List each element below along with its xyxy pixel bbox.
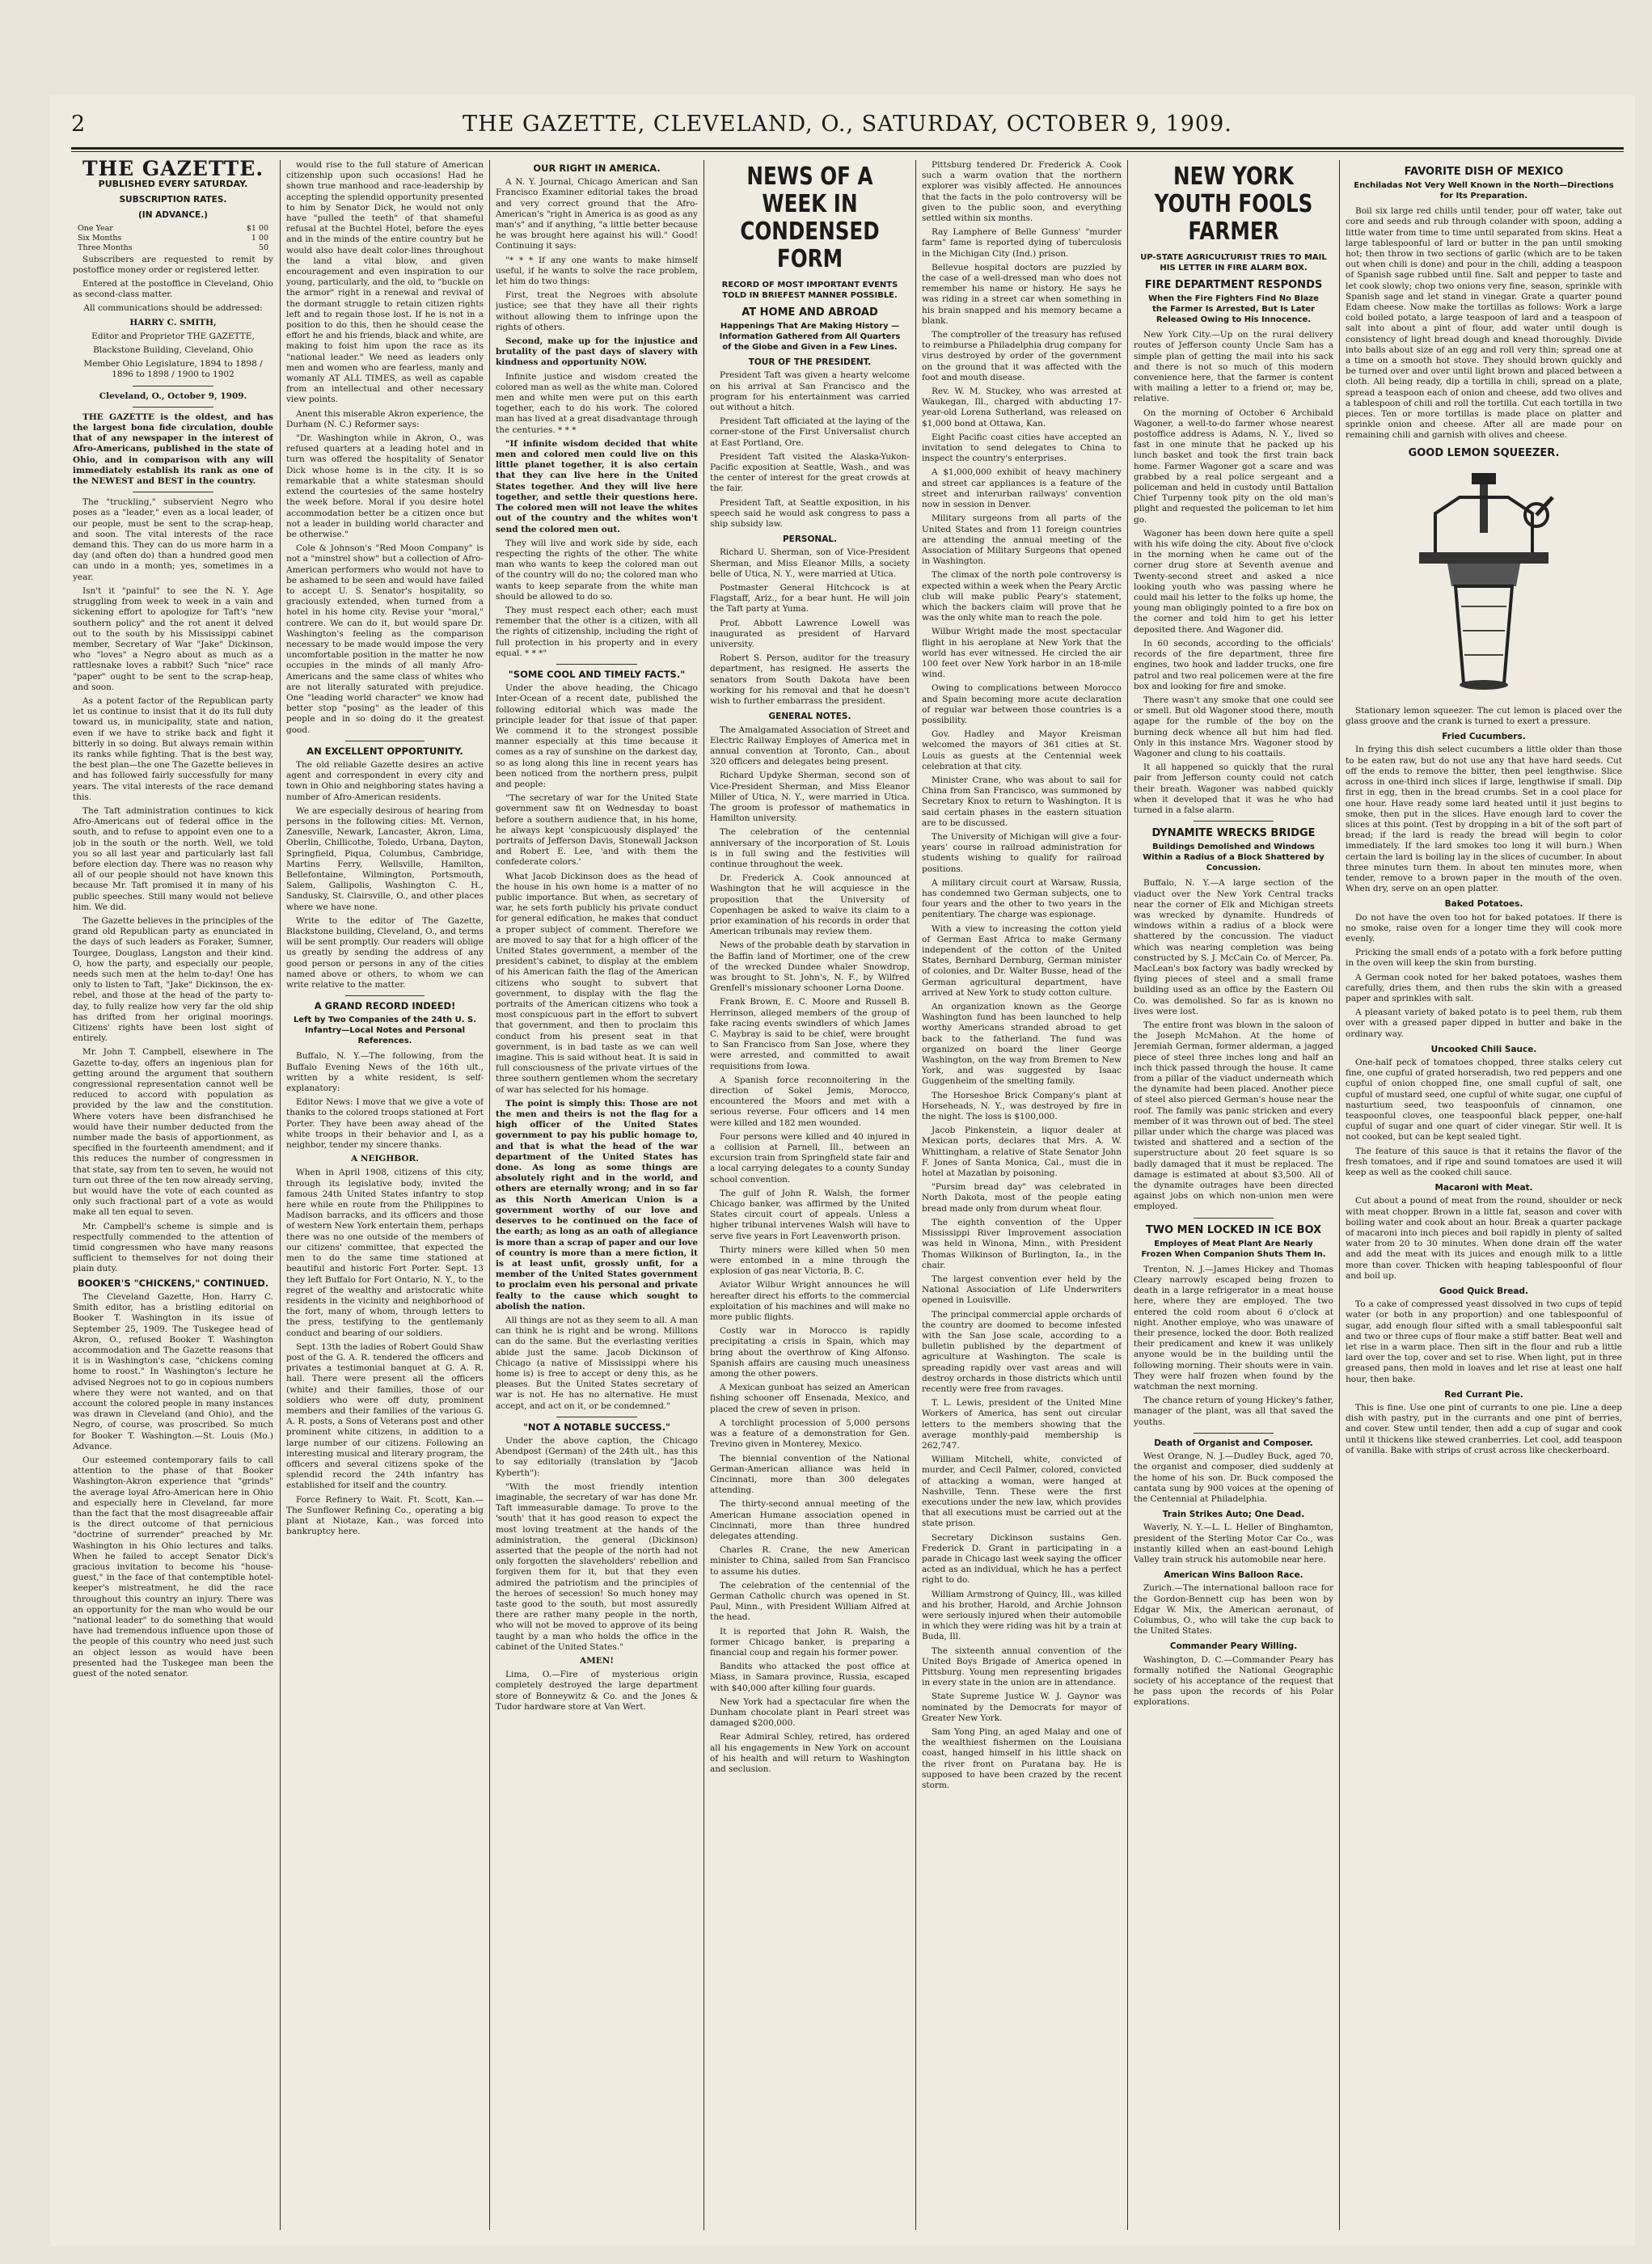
divider	[556, 664, 637, 665]
signature: A NEIGHBOR.	[351, 1154, 419, 1164]
news-item: William Armstrong of Quincy, Ill., was killed and his brother, Harold, and Archie Johnson were seriously injured when their automobile in which they were riding was hit by a train at Buda, Ill.	[922, 1589, 1122, 1642]
dateline: Cleveland, O., October 9, 1909.	[99, 391, 247, 401]
news-item: The celebration of the centennial of the German Catholic church was opened in St. Paul, Minn., with President William Alfred at the head.	[710, 1580, 910, 1623]
editorial-paragraph: Mr. Campbell's scheme is simple and is respectfully commended to the attention of timid congressmen who have many reasons sufficient to themselves for not doing their plain duty.	[73, 1221, 273, 1274]
article-paragraph: "* * * If any one wants to make himself useful, if he wants to solve the race problem, let him do two things:	[496, 255, 698, 287]
editorial-paragraph: Mr. John T. Campbell, elsewhere in The Gazette to-day, offers an ingenious plan for getting around the argument that southern congressional representation cannot well be reduced to accord with population as provided by the law and the constitution. Where voters have been disfranchised he would have their number deducted from the number made the basis of apportionment, as specified in the fourteenth amendment; and if this reduces the number of congressmen in that state, say from ten to seven, he would not turn out three of the ten now already serving, but would have the vote of each counted as only such fractional part of a vote as would make all ten equal to seven.	[73, 1047, 273, 1218]
news-item: William Mitchell, white, convicted of murder, and Cecil Palmer, colored, convicted of attacking a woman, were hanged at Nashville, Tenn. These were the first executions under the new law, which provides that all executions must be carried out at the state prison.	[922, 1455, 1122, 1529]
news-item: Rear Admiral Schley, retired, has ordered all his engagements in New York on account of his health and will return to Washington and seclusion.	[710, 1732, 910, 1774]
news-item: Thirty miners were killed when 50 men were entombed in a mine through the explosion of gas near Victoria, B. C.	[710, 1244, 910, 1277]
building-address: Blackstone Building, Cleveland, Ohio	[93, 345, 253, 356]
brief-paragraph: West Orange, N. J.—Dudley Buck, aged 70, the organist and composer, died suddenly at the home of his son. Dr. Buck composed the cantata sung by 900 voices at the opening of the Centennial at Philadelphia.	[1134, 1451, 1333, 1504]
news-item: Eight Pacific coast cities have accepted an invitation to send delegates to China to inspect the country's enterprises.	[922, 432, 1122, 464]
column-rule	[915, 160, 916, 2230]
news-item: Costly war in Morocco is rapidly precipitating a crisis in Spain, which may bring about the overthrow of King Alfonso. Spanish affairs are causing much uneasiness among the other powers.	[710, 1326, 910, 1379]
news-item: Postmaster General Hitchcock is at Flagstaff, Ariz., for a bear hunt. He will join the Taft party at Yuma.	[710, 583, 910, 615]
news-item: Bellevue hospital doctors are puzzled by the case of a well-dressed man who does not remember his name or history. He says he was riding in a street car when something in his brain snapped and his memory became a blank.	[922, 262, 1122, 326]
article-paragraph: Second, make up for the injustice and brutality of the past days of slavery with kindness and opportunity NOW.	[496, 336, 698, 368]
recipe-heading: Uncooked Chili Sauce.	[1430, 1044, 1537, 1054]
article-paragraph: What Jacob Dickinson does as the head of the house in his own home is a matter of no public importance. But when, as secretary of war, he sets forth publicly his private conduct for general edification, he makes that conduct a proper subject of comment. Therefore we are moved to say that for a high officer of the United States government, a member of the president's cabinet, to display at the emblem of his American faith the flag of the American citizens who sought to subvert that government, to display with the flag the portraits of the American citizens who took a most conspicuous part in the effort to subvert that government, and then to proclaim this conduct from his present seat in that government, is in bad taste as we can well imagine. This is said without heat. It is said in full consciousness of the private virtues of the three southern gentlemen whom the secretary of war has selected for his homage.	[496, 871, 698, 1095]
recipe-paragraph: To a cake of compressed yeast dissolved in two cups of tepid water (or both in any proportion) and one tablespoonful of sugar, add enough flour sifted with a small tablespoonful salt and two or three cups of flour make a stiff batter. Beat well and let rise in a warm place. Then sift in the flour and rub a little lard over the top, cover and set to rise. When light, put in three greased pans, then mold in loaves and let rise at least one half hour, then bake.	[1346, 1299, 1622, 1384]
article-paragraph: "With the most friendly intention imaginable, the secretary of war has done Mr. Taft immeasurable damage. To prove to the 'south' that it has good reason to expect the most loving treatment at the hands of the administration, the general (Dickinson) asserted that the people of the north had not only forgotten the slaveholders' rebellion and forgiven them for it, but that they even admired the patriotism and the principles of the heroes of secession! So much honey may taste good to the south, but most assuredly there are rather many people in the north, who will not be moved to approve of its being taught by a man who holds the office in the cabinet of the United States."	[496, 1481, 698, 1652]
brief-heading: Death of Organist and Composer.	[1154, 1438, 1313, 1448]
recipe-heading: Red Currant Pie.	[1444, 1389, 1523, 1400]
news-item: Richard U. Sherman, son of Vice-President Sherman, and Miss Eleanor Mills, a society belle of Utica, N. Y., were married at Utica.	[710, 547, 910, 579]
article-paragraph: The point is simply this: Those are not the men and theirs is not the flag for a high officer of the United States government to pay his public homage to, and that is what the head of the war department of the United States has done. As long as some things are absolutely right and in the world, and others are eternally wrong; and in so far as this North American Union is a government worthy of our love and deserves to be continued on the face of the earth; as long as an oath of allegiance is more than a scrap of paper and our love of country is more than a mere fiction, it is at least unfit, grossly unfit, for a member of the United States government to proclaim even his personal and private fealty to the cause which sought to abolish the nation.	[496, 1098, 698, 1312]
news-item: Secretary Dickinson sustains Gen. Frederick D. Grant in participating in a parade in Chicago last week saying the officer acted as an individual, which he has a perfect right to do.	[922, 1532, 1122, 1586]
column-rule	[280, 160, 281, 2230]
column-4	[710, 160, 910, 2230]
news-item: State Supreme Justice W. J. Gaynor was nominated by the Democrats for mayor of Greater New York.	[922, 1692, 1122, 1723]
article-paragraph: Under the above heading, the Chicago Inter-Ocean of a recent date, published the following editorial which was made the principle leader for that issue of that paper. We commend it to the strongest possible manner especially at this time because it comes as a ray of sunshine on the darkest day, so as long along this line in recent years has been noticed from the northern press, pulpit and people:	[496, 683, 698, 789]
news-item: President Taft visited the Alaska-Yukon-Pacific exposition at Seattle, Wash., and was the center of interest for the great crowds at the fair.	[710, 451, 910, 494]
address-heading: All communications should be addressed:	[83, 303, 263, 314]
news-item: "Pursim bread day" was celebrated in North Dakota, most of the people eating bread made only from durum wheat flour.	[922, 1182, 1122, 1214]
article-paragraph: Anent this miserable Akron experience, the Durham (N. C.) Reformer says:	[286, 408, 484, 429]
news-item: Dr. Frederick A. Cook announced at Washington that he will acquiesce in the proposition that the University of Copenhagen be asked to waive its claim to a prior examination of his records in order that American tribunals may review them.	[710, 873, 910, 937]
news-item: The climax of the north pole controversy is expected within a week when the Peary Arctic club will make public Peary's statement, which the backers claim will prove that he was the only white man to reach the pole.	[922, 570, 1122, 623]
story-paragraph: There wasn't any smoke that one could see or smell. But old Wagoner stood there, mouth agape for the rumble of the boy on the burning deck whence all but him had fled. Only in this instance Mrs. Wagoner stood by Wagoner and clung to his coattails.	[1134, 695, 1333, 758]
recipe-heading: Macaroni with Meat.	[1434, 1183, 1533, 1193]
news-item: The biennial convention of the National German-American alliance was held in Cincinnati, more than 300 delegates attending.	[710, 1453, 910, 1496]
editorial-paragraph: The Taft administration continues to kick Afro-Americans out of federal office in the south, and to refuse to appoint even one to a job in the south or the north. Well, we told you so all last year and particularly last fall before election day. There was no reason why all of our people should not have known this because Mr. Taft promised it in many of his public speeches. Still many would not believe him. We did.	[73, 805, 273, 912]
rates-heading: SUBSCRIPTION RATES.	[119, 195, 227, 205]
article-heading: OUR RIGHT IN AMERICA.	[533, 163, 661, 174]
article-paragraph: Infinite justice and wisdom created the colored man as well as the white man. Colored men and white men were put on this earth together, each to do his work. The colored man has lived at a great disadvantage through the centuries. * * *	[496, 371, 698, 435]
top-rule	[71, 147, 1624, 150]
column-1	[73, 160, 273, 2230]
news-item: The largest convention ever held by the National Association of Life Underwriters opened in Louisville.	[922, 1274, 1122, 1306]
news-item: Minister Crane, who was about to sail for China from San Francisco, was summoned by Secretary Knox to return to Washington. It is said certain phases in the eastern situation are to be discussed.	[922, 775, 1122, 828]
article-paragraph: All things are not as they seem to all. A man can think he is right and be wrong. Millions can do the same. But the everlasting verities abide just the same. Jacob Dickinson of Chicago (a native of Mississippi where his home is) is free to accept or deny this, as he pleases. But the United States secretary of war is not. He has no alternative. He must accept, and act on it, or be condemned."	[496, 1315, 698, 1411]
news-item: Ray Lamphere of Belle Gunness' "murder farm" fame is reported dying of tuberculosis in the Michigan City (Ind.) prison.	[922, 227, 1122, 259]
news-item: The thirty-second annual meeting of the American Humane association opened in Cincinnati, more than three hundred delegates attending.	[710, 1499, 910, 1541]
news-item: President Taft, at Seattle exposition, in his speech said he would ask congress to pass a ship subsidy law.	[710, 497, 910, 530]
subsection-heading: PERSONAL.	[782, 534, 838, 545]
editorial-paragraph: The "truckling," subservient Negro who poses as a "leader," even as a local leader, of our people, must be sent to the scrap-heap, and soon. The vital interests of the race demand this. They can do us more harm in a day (and often do) than a hundred good men can undo in a month; yes, sometimes in a year.	[73, 497, 273, 582]
news-item: President Taft officiated at the laying of the corner-stone of the First Universalist church at East Portland, Ore.	[710, 416, 910, 448]
news-item: Charles R. Crane, the new American minister to China, sailed from San Francisco to assume his duties.	[710, 1545, 910, 1577]
column-rule	[1339, 160, 1340, 2230]
article-heading: "NOT A NOTABLE SUCCESS."	[522, 1421, 671, 1433]
subsection-heading: GENERAL NOTES.	[768, 712, 851, 722]
news-item: The gulf of John R. Walsh, the former Chicago banker, was affirmed by the United States circuit court of appeals. Unless a higher tribunal intervenes Walsh will have to serve five years in Fort Leavenworth prison.	[710, 1188, 910, 1241]
news-item: The principal commercial apple orchards of the country are doomed to become infested with the San Jose scale, according to a bulletin published by the department of agriculture at Washington. The scale is spreading rapidly over vast areas and will destroy orchards in those districts which until recently were free from ravages.	[922, 1309, 1122, 1394]
article-paragraph: "If infinite wisdom decided that white men and colored men could live on this little planet together, it is also certain that they can live here in the United States together. And they will live here together, and settle their questions here. The colored men will not leave the whites out of the country and the whites won't send the colored men out.	[496, 438, 698, 534]
article-paragraph: Write to the editor of The Gazette, Blackstone building, Cleveland, O., and terms will be sent promptly. Our readers will oblige us greatly by sending the address of any good person or persons in any of the cities named above or others, to whom we can write relative to the matter.	[286, 915, 484, 990]
story-paragraph: It all happened so quickly that the rural pair from Jefferson county could not catch their breath. Wagoner was nabbed quickly when it developed that it was he who had turned in a false alarm.	[1134, 762, 1333, 815]
recipe-paragraph: In frying this dish select cucumbers a little older than those to be eaten raw, but do not use any that have hard seeds. Cut off the ends to remove the bitter, then peel lengthwise. Slice across in one-third inch slices if large, lengthwise if small. Dip first in egg, then in the bread crumbs. Set in a cool place for one hour. Have ready some lard heated until it just begins to smoke, then put in the slices. Have enough lard to cover the slices at this point. (Test by dropping in a bit of the soft part of bread; if the lard is ready the bread will begin to color immediately. If the lard smokes too long it will burn.) When certain the lard is boiling lay in the slices of cucumber. In about three minutes turn them. In about ten minutes more, when tender, remove to a brown paper in the mouth of the oven. When dry, serve on an open platter.	[1346, 745, 1622, 894]
editor-title: Editor and Proprietor THE GAZETTE,	[91, 331, 255, 341]
story-headline: DYNAMITE WRECKS BRIDGE	[1151, 827, 1316, 840]
intro-paragraph: THE GAZETTE is the oldest, and has the largest bona fide circulation, double that of any newspaper in the interest of Afro-Americans, published in the state of Ohio, and in comparison with any will immediately establish its rank as one of the NEWEST and BEST in the country.	[73, 412, 273, 487]
article-paragraph: "The secretary of war for the United State government saw fit on Wednesday to boast before a southern audience that, in his home, he always kept 'conspicuously displayed' the portraits of Jefferson Davis, Stonewall Jackson and Robert E. Lee, 'and with them the confederate colors.'	[496, 793, 698, 868]
recipe-paragraph: The feature of this sauce is that it retains the flavor of the fresh tomatoes, and if ripe and sound tomatoes are used it will keep as well as the cooked chili sauce.	[1346, 1146, 1622, 1177]
divider	[1194, 1218, 1274, 1219]
brief-heading: American Wins Balloon Race.	[1164, 1570, 1303, 1581]
article-heading: AN EXCELLENT OPPORTUNITY.	[306, 745, 463, 757]
editorial-paragraph: Isn't it "painful" to see the N. Y. Age struggling from week to week in a vain and sickening effort to apologize for Taft's "new southern policy" and the rot anent it delved out to the south by his Mississippi cabinet member, Secretary of War "Jake" Dickinson, who "loves" a Negro about as much as a rattlesnake loves a rabbit? Such "nice" race "paper" ought to be sent to the scrap-heap, and soon.	[73, 585, 273, 692]
news-item: Aviator Wilbur Wright announces he will hereafter direct his efforts to the commercial exploitation of his machines and will make no more public flights.	[710, 1280, 910, 1323]
column-6	[1134, 160, 1333, 2230]
lemon-squeezer-illustration	[1403, 465, 1565, 699]
published-line: PUBLISHED EVERY SATURDAY.	[98, 179, 248, 190]
news-item: A torchlight procession of 5,000 persons was a feature of a demonstration for Gen. Trevino given in Monterey, Mexico.	[710, 1417, 910, 1450]
rates-table	[78, 224, 268, 253]
story-subheading: FIRE DEPARTMENT RESPONDS	[1144, 279, 1323, 291]
divider	[1194, 821, 1274, 822]
rate-row: Six Months 1 00	[78, 233, 268, 243]
news-item: The University of Michigan will give a four-years' course in railroad administration for students wishing to qualify for railroad positions.	[922, 831, 1122, 874]
news-item: Jacob Pinkenstein, a liquor dealer at Mexican ports, declares that Mrs. A. W. Whittingham, a relative of State Senator John F. Jones of Santa Monica, Cal., must die in hotel at Mazatlan by poisoning.	[922, 1126, 1122, 1179]
brief-paragraph: Washington, D. C.—Commander Peary has formally notified the National Geographic society of his acceptance of the request that he pass upon the records of his Polar explorations.	[1134, 1654, 1333, 1708]
news-item: Owing to complications between Morocco and Spain becoming more acute declaration of regular war between those countries is a possibility.	[922, 683, 1122, 725]
illustration-heading: GOOD LEMON SQUEEZER.	[1408, 446, 1560, 459]
article-paragraph: Cole & Johnson's "Red Moon Company" is not a "minstrel show" but a collection of Afro-American performers who would not have to be ashamed to be seen and would have failed to accept U. S. Senator's hospitality, so graciously extended, when turned from a hotel in his home city. Revise your "moral," contrere. We can do it, but would spare Dr. Washington's feeling as the comparison necessary to be made would impose the very uncomfortable position in the matter he now occupies in the minds of all manly Afro-Americans and the same class of whites who are not literally saturated with prejudice. One "leading world character" we know had better stop "posing" as the leader of this people and in so doing do it the greatest good.	[286, 543, 484, 735]
recipe-paragraph: A pleasant variety of baked potato is to peel them, rub them over with a greased paper dipped in butter and bake in the ordinary way.	[1346, 1007, 1622, 1039]
news-item: Frank Brown, E. C. Moore and Russell B. Herrinson, alleged members of the group of fake racing events swindlers of which James C. Maybray is said to be chief, were brought to San Francisco from San Jose, where they were arrested, and committed to await requisitions from Iowa.	[710, 997, 910, 1071]
column-5	[922, 160, 1122, 2230]
column-2	[286, 160, 484, 2230]
recipe-paragraph: Do not have the oven too hot for baked potatoes. If there is no smoke, raise oven for a longer time they will cook more evenly.	[1346, 912, 1622, 944]
news-item: It is reported that John R. Walsh, the former Chicago banker, is preparing a financial coup and regain his former power.	[710, 1626, 910, 1658]
news-item: Richard Updyke Sherman, second son of Vice-President Sherman, and Miss Eleanor Miller of Utica, N. Y., were married in Utica. The groom is professor of mathematics in Hamilton university.	[710, 771, 910, 824]
story-paragraph: Trenton, N. J.—James Hickey and Thomas Cleary narrowly escaped being frozen to death in a large refrigerator in a meat house here, where they are employed. The two entered the cold room about 6 o'clock at night. Another employe, who was unaware of their presence, locked the door. Both realized their predicament and knew it was unlikely anyone would be in the building until the following morning. Their shouts were in vain. They were half frozen when found by the watchman the next morning.	[1134, 1264, 1333, 1392]
article-paragraph: Buffalo, N. Y.—The following, from the Buffalo Evening News of the 16th ult., written by a white resident, is self-explanatory:	[286, 1051, 484, 1094]
news-item: The eighth convention of the Upper Mississippi River Improvement association was held in Winona, Minn., with President Thomas Wilkinson of Burlington, Ia., in the chair.	[922, 1217, 1122, 1270]
column-3	[496, 160, 698, 2230]
story-paragraph: On the morning of October 6 Archibald Wagoner, a well-to-do farmer whose nearest postoffice address is Adams, N. Y., lived so fast in one minute that he packed up his lunch basket and took the first train back home. Farmer Wagoner got a scare and was grabbed by a real police sergeant and a policeman and held in custody until Battalion Chief Turpenny took pity on the old man's plight and requested the policeman to let him go.	[1134, 408, 1333, 525]
brief-paragraph: Waverly, N. Y.—L. L. Heller of Binghamton, president of the Sterling Motor Car Co., was instantly killed when an east-bound Lehigh Valley train struck his automobile near here.	[1134, 1523, 1333, 1565]
recipe-heading: Fried Cucumbers.	[1442, 732, 1526, 742]
rate-row: One Year $1 00	[78, 223, 268, 233]
top-rule-thin	[71, 151, 1624, 152]
article-paragraph: Sept. 13th the ladies of Robert Gould Shaw post of the G. A. R. tendered the officers and privates a testimonial banquet at G. A. R. hall. There were present all the officers (white) and their families, those of our soldiers who were off duty, prominent members and their families of the various G. A. R. posts, a Sons of Veterans post and other prominent white citizens, in addition to a large number of our citizens. Following an interesting musical and literary program, the officers and several citizens spoke of the splendid record the 24th infantry has established for itself and the country.	[286, 1341, 484, 1491]
news-item: A Spanish force reconnoitering in the direction of Sokel Jemis, Morocco, encountered the Moors and met with a serious reverse. Four officers and 14 men were killed and 182 men wounded.	[710, 1075, 910, 1128]
recipe-heading: Baked Potatoes.	[1444, 899, 1523, 910]
news-item: The celebration of the centennial anniversary of the incorporation of St. Louis is in full swing and the festivities will continue throughout the week.	[710, 827, 910, 869]
folio-line	[71, 112, 1624, 144]
news-item: With a view to increasing the cotton yield of German East Africa to make Germany independent of the cotton of the United States, Bernhard Dernburg, German minister of colonies, and Dr. Walter Busse, head of the German agricultural department, have arrived at New York to study cotton culture.	[922, 923, 1122, 998]
divider	[1194, 1433, 1274, 1434]
recipe-paragraph: Cut about a pound of meat from the round, shoulder or neck with meat chopper. Brown in a little fat, season and cover with boiling water and cook about an hour. Break a quarter package of macaroni into inch pieces and boil rapidly in plenty of salted water from 20 to 30 minutes. When done drain off the water and add the meat with its juices and enough milk to a little more than cover. Thicken with heaping tablespoonful of flour and boil up.	[1346, 1196, 1622, 1281]
column-rule	[489, 160, 490, 2230]
article-paragraph: They must respect each other; each must remember that the other is a citizen, with all the rights of citizenship, including the right of full protection in his property and in every equal. * * *"	[496, 605, 698, 658]
advance-note: (IN ADVANCE.)	[138, 210, 208, 221]
news-item: The Amalgamated Association of Street and Electric Railway Employes of America met in annual convention at Toronto, Can., about 320 officers and delegates being present.	[710, 724, 910, 767]
article-paragraph: Our esteemed contemporary fails to call attention to the phase of that Booker Washington-Akron experience that "grinds" the average loyal Afro-American here in Ohio and especially here in Cleveland, far more than the fact that the most disagreeable affair is the direct outcome of that pernicious "doctrine of surrender" preached by Mr. Washington in his Ohio lectures and talks. When he failed to accept Senator Dick's gracious invitation to become his "house-guest," in the face of that contemptible hotel-keeper's mistreatment, he did the race throughout this country an injury. There was an opportunity for the man who would be our "national leader" to do something that would have had tremendous influence upon those of the people of this country who need just such an object lesson as would have been presented had the Tuskegee man been the guest of the noted senator.	[73, 1455, 273, 1679]
story-deck: UP-STATE AGRICULTURIST TRIES TO MAIL HIS LETTER IN FIRE ALARM BOX.	[1140, 253, 1327, 272]
article-heading: A GRAND RECORD INDEED!	[314, 1000, 456, 1012]
article-paragraph: Force Refinery to Wait. Ft. Scott, Kan.—The Sunflower Refining Co., operating a big plant at Niotaze, Kan., was forced into bankruptcy here.	[286, 1494, 484, 1537]
news-item: Bandits who attacked the post office at Miass, in Samara province, Russia, escaped with $40,000 after killing four guards.	[710, 1662, 910, 1693]
brief-heading: Train Strikes Auto; One Dead.	[1162, 1510, 1305, 1520]
recipe-paragraph: One-half peck of tomatoes chopped, three stalks celery cut fine, one cupful of grated horseradish, two red peppers and one cupful of onion chopped fine, one small cupful of salt, one cupful of mustard seed, one cupful of white sugar, one cupful of nasturtium seed, two teaspoonfuls of cinnamon, one teaspoonful cloves, one teaspoonful black pepper, one-half cupful of sugar and one quart of cider vinegar. Stir well. It is not cooked, but can be kept sealed tight.	[1346, 1057, 1622, 1143]
column-rule	[703, 160, 704, 2230]
news-item: The Horseshoe Brick Company's plant at Horseheads, N. Y., was destroyed by fire in the night. The loss is $100,000.	[922, 1090, 1122, 1122]
news-item: President Taft was given a hearty welcome on his arrival at San Francisco and the program for his entertainment was carried out without a hitch.	[710, 370, 910, 413]
recipe-paragraph: This is fine. Use one pint of currants to one pie. Line a deep dish with pastry, put in the currants and one pint of berries, and cover. Stew until tender, then add a cup of sugar and cook until it thickens like stewed cranberries. Let cool, add teaspoon of vanilla. Bake with strips of crust across like checkerboard.	[1346, 1403, 1622, 1455]
paper-nameplate: THE GAZETTE.	[82, 160, 264, 180]
article-paragraph: The Cleveland Gazette, Hon. Harry C. Smith editor, has a bristling editorial on Booker T. Washington in its issue of September 25, 1909. The Tuskegee head of Akron, O., refused Booker T. Washington accommodation and The Gazette reasons that it is in Washington's case, "chickens coming home to roost." In Washington's lecture he advised Negroes not to go in copious numbers where they were not wanted, and on that account the colored people in many instances was drawn in Cleveland (and Ohio), and the Negro, of course, was proscribed. So much for Booker T. Washington.—St. Louis (Mo.) Advance.	[73, 1291, 273, 1451]
illustration-caption: Stationary lemon squeezer. The cut lemon is placed over the glass groove and the crank is turned to exert a pressure.	[1346, 705, 1622, 727]
article-paragraph: The old reliable Gazette desires an active agent and correspondent in every city and town in Ohio and neighboring states having a number of Afro-American residents.	[286, 759, 484, 802]
article-paragraph: Under the above caption, the Chicago Abendpost (German) of the 24th ult., has this to say editorially (translation by "Jacob Kyberth"):	[496, 1435, 698, 1478]
news-item: Robert S. Person, auditor for the treasury department, has resigned. He asserts the senators from South Dakota have been working for his removal and that he doesn't wish to further embarrass the president.	[710, 653, 910, 707]
news-item: Sam Yong Ping, an aged Malay and one of the wealthiest fishermen on the Louisiana coast, hanged himself in his little shack on the river front on Puratana bay. He is supposed to have been crazed by the recent storm.	[922, 1727, 1122, 1791]
recipe-paragraph: Boil six large red chills until tender, pour off water, take out core and seeds and rub through colander with spoon, adding a little water from time to time until separated from skins. Heat a large tablespoonful of lard or butter in the pan until smoking hot; then throw in two sections of garlic (which are to be taken out when chili is done) and pour in the chili, adding a teaspoon of Spanish sage rubbed until fine. Salt and pepper to taste and let cook slowly; chop two onions very fine, season, sprinkle with Spanish sage and let stand in vinegar. Grate a quarter pound Edam cheese. Now make the tortillas as follows: Work a large cold boiled potato, a large teaspoon of lard and a teaspoon of salt into about a pint of flour, add water until dough is consistency of light bread dough and knead thoroughly. Divide into balls about size of an egg and roll very thin; spread one at a time on a smooth hot stove. They should brown quickly and be turned over and over until light brown and placed between a cloth. All being ready, dip a tortilla in chili, spread on a plate, spread a teaspoon each of onion and cheese, add two olives and a tablespoon of chili and roll the tortilla. Cut each tortilla in two pieces. Ten or more tortillas is made place on platter and sprinkle onion and cheese. After all are made pour on remaining chili and garnish with olives and cheese.	[1346, 206, 1622, 441]
subscribers-note: Subscribers are requested to remit by postoffice money order or registered letter.	[73, 254, 273, 275]
column-rule	[1127, 160, 1128, 2230]
editorial-paragraph: The Gazette believes in the principles of the grand old Republican party as enunciated in the days of such leaders as Foraker, Sumner, Tourgee, Douglass, Langston and their kind. O, how the party, and especially our people, needs such men at the helm to-day! One has only to listen to Taft, "Jake" Dickinson, the ex-rebel, and those at the head of the party to-day, to fully realize how very far the old ship has drifted from her original moorings. Citizens' rights have been lost sight of entirely.	[73, 915, 273, 1044]
article-amen: AMEN!	[580, 1656, 614, 1666]
story-deck: Employes of Meat Plant Are Nearly Frozen When Companion Shuts Them In.	[1141, 1239, 1326, 1259]
recipe-heading: Good Quick Bread.	[1439, 1286, 1528, 1297]
article-paragraph: would rise to the full stature of American citizenship upon such occasions! Had he shown true manhood and race-leadership by accepting the splendid opportunity presented to him by Senator Dick, he would not only have "pulled the teeth" of that shameful refusal at the Buchtel Hotel, before the eyes and in the minds of the entire country but he would also have dealt color-lines throughout the land a vital blow, and given encouragement and even inspiration to our young, particularly, and the old, to "buckle on the armor" right in a renewal and revival of the dormant struggle to retain citizen rights left and to regain those lost. If he is not in a position to do this, then he should cease the effort he and his friends, black and white, are making to foist him upon the race as its "national leader." We need as leaders only men and women who are fearless, manly and womanly AT ALL TIMES, as well as capable from an intellectual and other necessary view points.	[286, 160, 484, 405]
news-item: A Mexican gunboat has seized an American fishing schooner off Ensenada, Mexico, and placed the crew of seven in prison.	[710, 1383, 910, 1414]
article-paragraph: First, treat the Negroes with absolute justice; see that they have all their rights without allowing them to infringe upon the rights of others.	[496, 290, 698, 332]
news-item: A military circuit court at Warsaw, Russia, has condemned two German subjects, one to four years and the other to two years in the penitentiary. The charge was espionage.	[922, 877, 1122, 920]
story-paragraph: New York City.—Up on the rural delivery routes of Jefferson county Uncle Sam has a simple plan of getting the mail into his sack and there is not so much of this modern convenience here, that the farmer is content with mailing a letter to a friend or, may be, relative.	[1134, 330, 1333, 404]
article-paragraph: When in April 1908, citizens of this city, through its legislative body, invited the famous 24th United States infantry to stop here while en route from the Philippines to Madison barracks, and its officers and those of western New York entertain them, perhaps there was no one outside of the members of our citizens' committee, that expected the men to do the same time stationed at beautiful and historic Fort Porter. Sept. 13 they left Buffalo for Fort Ontario, N. Y., to the regret of the wealthy and aristocratic white residents in the vicinity and neighborhood of the fort, many of whom, through letters to the press, testifying to the gentlemanly conduct and bearing of our soldiers.	[286, 1168, 484, 1338]
news-item: Military surgeons from all parts of the United States and from 11 foreign countries are attending the annual meeting of the Association of Military Surgeons that opened in Washington.	[922, 513, 1122, 567]
section-deck: Happenings That Are Making History —Information Gathered from All Quarters of the Globe and Given in a Few Lines.	[719, 322, 901, 353]
rate-row: Three Months 50	[78, 243, 268, 252]
news-item: Prof. Abbott Lawrence Lowell was inaugurated as president of Harvard university.	[710, 618, 910, 650]
news-item: T. L. Lewis, president of the United Mine Workers of America, has sent out circular letters to the members showing that the average monthly-paid membership is 262,747.	[922, 1398, 1122, 1451]
subsection-heading: TOUR OF THE PRESIDENT.	[748, 357, 872, 368]
article-paragraph: "Dr. Washington while in Akron, O., was refused quarters at a leading hotel and in turn was offered the hospitality of Senator Dick whose home is in the city. It is so remarkable that a white statesman should extend the courtesies of the same hostelry the week before. Moral if you desire hotel accommodation better be a citizen once but not a leader in building world character and be otherwise."	[286, 433, 484, 539]
article-paragraph: Lima, O.—Fire of mysterious origin completely destroyed the large department store of Bonneywitz & Co. and the Jones & Tudor hardware store at Van Wert.	[496, 1670, 698, 1712]
news-item: The sixteenth annual convention of the United Boys Brigade of America opened in Pittsburg. Young men representing brigades in every state in the union are in attendance.	[922, 1645, 1122, 1688]
brief-heading: Commander Peary Willing.	[1169, 1641, 1298, 1652]
page-number: 2	[71, 112, 87, 137]
news-item: News of the probable death by starvation in the Baffin land of Mortimer, one of the crew of the wrecked Dundee whaler Snowdrop, was brought to St. John's, N. F., by Wilfred Grenfell's missionary schooner Lorna Doone.	[710, 940, 910, 994]
story-paragraph: Wagoner has been down here quite a spell with his wife doing the city. About five o'clock in the morning when he came out of the corner drug store at Seventh avenue and Twenty-second street and asked a nice looking youth who was passing where he could mail his letter to the folks up home, the young man obligingly pointed to a fire box on the corner and told him to get his letter deposited there. And Wagoner did.	[1134, 528, 1333, 635]
entered-note: Entered at the postoffice in Cleveland, Ohio as second-class matter.	[73, 279, 273, 300]
news-deck: RECORD OF MOST IMPORTANT EVENTS TOLD IN BRIEFEST MANNER POSSIBLE.	[721, 281, 898, 300]
story-paragraph: The chance return of young Hickey's father, manager of the plant, was all that saved the youths.	[1134, 1396, 1333, 1427]
divider	[345, 995, 425, 996]
brief-paragraph: Zurich.—The international balloon race for the Gordon-Bennett cup has been won by Edgar W. Mix, the American aeronaut, of Columbus, O., who will take the cup back to the United States.	[1134, 1583, 1333, 1637]
article-paragraph: A N. Y. Journal, Chicago American and San Francisco Examiner editorial takes the broad and very correct ground that the Afro-American's "right in America is as good as any man's" and if anything, "a little better because he was brought here against his will." Good! Continuing it says:	[496, 177, 698, 251]
editor-name: HARRY C. SMITH,	[129, 317, 217, 327]
story-paragraph: The entire front was blown in the saloon of the Joseph McMahon. At the home of Jeremiah German, former alderman, a jagged piece of steel three inches long and half an inch thick passed through the house. It came from a pillar of the viaduct underneath which the dynamite had been placed. Another piece of steel also pierced German's house near the roof. The family was panic stricken and every member of it was thrown out of bed. The steel pillar under which the charge was placed was twisted and shattered and a section of the superstructure about 20 feet square is so badly damaged that it must be replaced. The damage is estimated at about $3,500. All of the dynamite outrages have been directed against jobs on which non-union men were employed.	[1134, 1020, 1333, 1212]
article-paragraph: They will live and work side by side, each respecting the rights of the other. The white man who wants to keep the colored man out of the country will do no; the colored man who wants to keep separate from the white man should be allowed to do so.	[496, 538, 698, 602]
column-7	[1346, 160, 1622, 2230]
divider	[133, 407, 213, 408]
article-heading: BOOKER'S "CHICKENS," CONTINUED.	[77, 1277, 269, 1289]
news-item: Four persons were killed and 40 injured in a collision at Parnell, Ill., between an excursion train from Springfield state fair and a local carrying delegates to a county Sunday school convention.	[710, 1131, 910, 1185]
article-heading: "SOME COOL AND TIMELY FACTS."	[508, 668, 686, 680]
story-deck: Buildings Demolished and Windows Within a Radius of a Block Shattered by Concussion.	[1143, 843, 1325, 873]
news-item: An organization known as the George Washington fund has been launched to help worthy Americans stranded abroad to get back to the fatherland. The fund was organized on board the liner George Washington, on the way from Bremen to New York, and was suggested by Isaac Guggenheim of the smelting family.	[922, 1002, 1122, 1087]
news-item: Rev. W. M. Stuckey, who was arrested at Waukegan, Ill., charged with abducting 17-year-old Lorena Sutherland, was released on $1,000 bond at Ottawa, Kan.	[922, 386, 1122, 429]
news-item: New York had a spectacular fire when the Dunham chocolate plant in Pearl street was damaged $200,000.	[710, 1696, 910, 1729]
editorial-paragraph: As a potent factor of the Republican party let us continue to insist that it do its full duty toward us, in municipality, state and nation, even if we have to strike back and fight it bitterly in so doing. But always remain within its ranks while fighting. That is the best way, the best plan—the one The Gazette believes in and has followed fairly successfully for many years. The vital interests of the race demand this.	[73, 695, 273, 802]
recipe-headline: FAVORITE DISH OF MEXICO	[1404, 166, 1564, 178]
news-item: Pittsburg tendered Dr. Frederick A. Cook such a warm ovation that the northern explorer was visibly affected. He announces that the facts in the polo controversy will be given to the public soon, and everything settled within six months.	[922, 160, 1122, 224]
recipe-paragraph: A German cook noted for her baked potatoes, washes them carefully, dries them, and then rubs the skin with a greased paper and sprinkles with salt.	[1346, 972, 1622, 1003]
news-headline: NEWS OF A WEEK IN CONDENSED FORM	[740, 163, 880, 273]
news-item: Wilbur Wright made the most spectacular flight in his aeroplane at New York that the world has ever witnessed. He circled the air 100 feet over New York harbor in an 18-mile wind.	[922, 627, 1122, 680]
recipe-paragraph: Pricking the small ends of a potato with a fork before putting in the oven will keep the skin from bursting.	[1346, 948, 1622, 969]
story-headline: NEW YORK YOUTH FOOLS FARMER	[1154, 163, 1313, 246]
recipe-deck: Enchiladas Not Very Well Known in the North—Directions for Its Preparation.	[1354, 181, 1614, 201]
section-heading: AT HOME AND ABROAD	[741, 306, 878, 319]
story-headline: TWO MEN LOCKED IN ICE BOX	[1145, 1223, 1322, 1236]
legislature-note: Member Ohio Legislature, 1894 to 1898 / 1896 to 1898 / 1900 to 1902	[83, 359, 263, 380]
story-paragraph: In 60 seconds, according to the officials' records of the fire department, three fire engines, two hook and ladder trucks, one fire patrol and two real policemen were at the fire box and looking for fire and smoke.	[1134, 638, 1333, 691]
news-item: The comptroller of the treasury has refused to reimburse a Philadelphia drug company for virus destroyed by order of the government on the ground that it was affected with the foot and mouth disease.	[922, 330, 1122, 382]
news-item: A $1,000,000 exhibit of heavy machinery and street car appliances is a feature of the street and interurban railways' convention now in session in Denver.	[922, 467, 1122, 510]
article-deck: Left by Two Companies of the 24th U. S. Infantry—Local Notes and Personal References.	[293, 1016, 477, 1046]
article-paragraph: We are especially desirous of hearing from persons in the following cities: Mt. Vernon, Zanesville, Newark, Lancaster, Akron, Lima, Oberlin, Chillicothe, Toledo, Urbana, Dayton, Springfield, Piqua, Columbus, Cambridge, Martins Ferry, Wellsville, Hamilton, Bellefontaine, Wilmington, Portsmouth, Salem, Gallipolis, Washington C. H., Sandusky, St. Clairsville, O., and other places where we have none.	[286, 805, 484, 912]
story-subdeck: When the Fire Fighters Find No Blaze the Farmer Is Arrested, But Is Later Released Owing to His Innocence.	[1148, 294, 1319, 325]
news-item: Gov. Hadley and Mayor Kreisman welcomed the mayors of 361 cities at St. Louis as guests at the Centennial week celebration at that city.	[922, 729, 1122, 771]
article-paragraph: Editor News: I move that we give a vote of thanks to the colored troops stationed at Fort Porter. They have been away ahead of the white troops in their behavior and I, as a neighbor, tender my sincere thanks.	[286, 1097, 484, 1151]
story-paragraph: Buffalo, N. Y.—A large section of the viaduct over the New York Central tracks near the corner of Elk and Michigan streets was wrecked by dynamite. Hundreds of windows within a radius of a block were shattered by the concussion. The viaduct which was nearing completion was being constructed by S. J. McCain Co. of Mercer, Pa. MacLean's box factory was badly wrecked by flying pieces of steel and a small frame building used as an office by the Eastern Oil Co. was demolished. So far as is known no lives were lost.	[1134, 878, 1333, 1016]
running-head: THE GAZETTE, CLEVELAND, O., SATURDAY, OCTOBER 9, 1909.	[463, 112, 1232, 137]
